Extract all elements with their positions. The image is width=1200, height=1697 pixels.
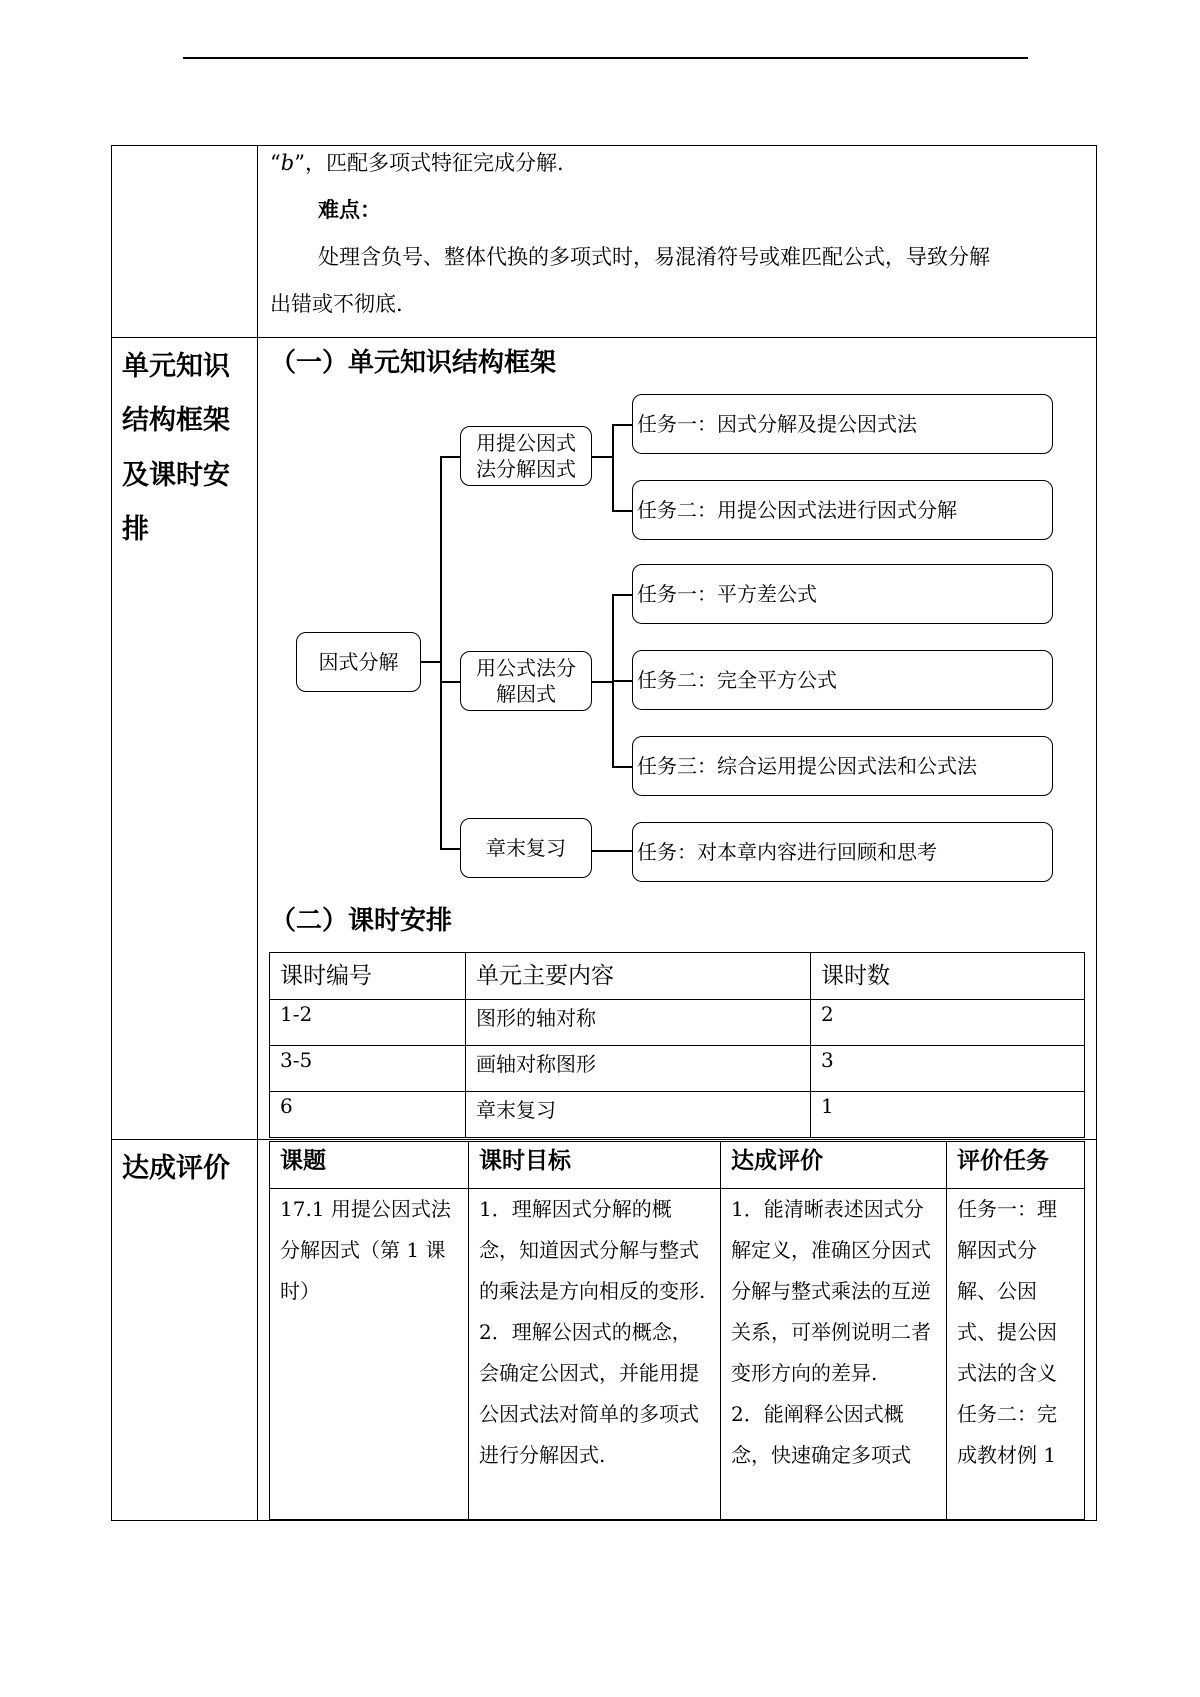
connector-trunk [440,456,442,849]
row-divider-2 [112,1139,1096,1140]
schedule-cell: 6 [270,1092,466,1138]
schedule-header-content: 单元主要内容 [466,953,811,1000]
connector-branch-1 [440,456,460,458]
connector-b2-t3 [612,766,632,768]
framework-label-line3: 及课时安 [122,460,230,491]
section-structure-title: （一）单元知识结构框架 [270,348,557,378]
key-point-continuation: “b”，匹配多项式特征完成分解. [270,151,564,175]
diagram-branch-node-3: 章末复习 [460,818,592,878]
schedule-header-hours: 课时数 [811,953,1085,1000]
connector-b1-out [592,456,612,458]
difficulty-text-line2: 出错或不彻底. [270,292,403,316]
header-rule [183,57,1028,59]
framework-label-line4: 排 [122,514,149,545]
connector-b2-t2 [612,680,632,682]
schedule-cell: 1-2 [270,1000,466,1046]
diagram-task-1-1: 任务一：因式分解及提公因式法 [632,394,1053,454]
eval-cell-topic: 17.1 用提公因式法分解因式（第 1 课时） [270,1189,469,1520]
schedule-cell: 画轴对称图形 [466,1046,811,1092]
diagram-branch-node-1: 用提公因式 法分解因式 [460,426,592,486]
schedule-cell: 章末复习 [466,1092,811,1138]
difficulty-label: 难点： [318,197,381,222]
diagram-task-1-2: 任务二：用提公因式法进行因式分解 [632,480,1053,540]
diagram-task-2-2: 任务二：完全平方公式 [632,650,1053,710]
evaluation-label: 达成评价 [122,1153,230,1184]
section-schedule-title: （二）课时安排 [270,906,453,936]
framework-label-line1: 单元知识 [122,351,230,382]
evaluation-table [269,1141,1085,1520]
schedule-cell: 1 [811,1092,1085,1138]
schedule-cell: 图形的轴对称 [466,1000,811,1046]
eval-cell-tasks: 任务一：理解因式分解、公因式、提公因式法的含义 任务二：完成教材例 1 [947,1189,1085,1520]
eval-cell-goals: 1．理解因式分解的概念，知道因式分解与整式的乘法是方向相反的变形. 2．理解公因式的概念，会确定公因式，并能用提公因式法对简单的多项式进行分解因式. [469,1189,721,1520]
diagram-task-3-1: 任务：对本章内容进行回顾和思考 [632,822,1053,882]
connector-b1-trunk [612,424,614,510]
schedule-cell: 3 [811,1046,1085,1092]
schedule-table [269,952,1085,1138]
eval-cell-achievement: 1．能清晰表述因式分解定义，准确区分因式分解与整式乘法的互逆关系，可举例说明二者变形方向的差异. 2．能阐释公因式概念，快速确定多项式 [721,1189,947,1520]
connector-branch-3 [440,848,460,850]
connector-branch-2 [440,681,460,683]
label-column-divider [257,146,258,1520]
schedule-cell: 2 [811,1000,1085,1046]
row-divider-1 [112,337,1096,338]
connector-root [421,661,441,663]
connector-b2-t1 [612,594,632,596]
lesson-plan-table [111,145,1097,1521]
difficulty-text-line1: 处理含负号、整体代换的多项式时，易混淆符号或难匹配公式，导致分解 [318,245,990,269]
connector-b2-out [592,681,612,683]
eval-header-achievement: 达成评价 [721,1142,947,1189]
eval-header-goals: 课时目标 [469,1142,721,1189]
connector-b1-t1 [612,424,632,426]
diagram-task-2-1: 任务一：平方差公式 [632,564,1053,624]
connector-b3-t1 [592,850,632,852]
diagram-branch-node-2: 用公式法分 解因式 [460,651,592,711]
diagram-root-node: 因式分解 [296,632,421,692]
connector-b1-t2 [612,510,632,512]
schedule-cell: 3-5 [270,1046,466,1092]
schedule-header-number: 课时编号 [270,953,466,1000]
framework-label-line2: 结构框架 [122,405,230,436]
eval-header-topic: 课题 [270,1142,469,1189]
diagram-task-2-3: 任务三：综合运用提公因式法和公式法 [632,736,1053,796]
eval-header-tasks: 评价任务 [947,1142,1085,1189]
